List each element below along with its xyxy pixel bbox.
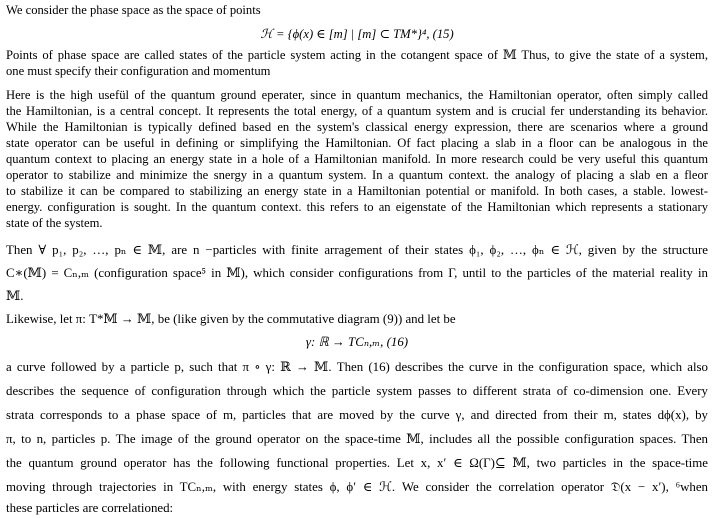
equation-15: ℋ = {ϕ(x) ∈ [m] | [m] ⊂ TM*}⁴, (15) — [260, 27, 454, 41]
paragraph-1-line-2: one must specify their configuration and momentum — [6, 64, 271, 78]
paragraph-2-line-6: operator to stabilize and minimize the snergy in a quantum system. In a quantum context. the analogy of placing a slab en a fleor — [6, 168, 708, 182]
paragraph-5-line-2: describes the sequence of configuration through which the particle system passes to different strata of co-dimension one. Every — [6, 384, 708, 398]
paragraph-5-line-3: strata corresponds to a phase space of m, particles that are moved by the curve γ, and directed from their m, states dϕ(x), by — [6, 408, 708, 422]
paragraph-2-line-4: state operator can be useful in defining or simplifying the Hamiltonian. Of fact placing a slab in a floor can be analogous in the — [6, 136, 708, 150]
paragraph-2-line-1: Here is the high usefül of the quantum ground eperater, since in quantum mechanics, the Hamiltonian operator, often simply called — [6, 88, 708, 102]
paragraph-2-line-2: the Hamiltonian, is a central concept. It represents the total energy, of a quantum system and is crucial fer understanding its behavior. — [6, 104, 708, 118]
paragraph-3-line-1: Then ∀ p₁, p₂, …, pₙ ∈ 𝕄, are n −particles with finite arragement of their states ϕ₁, ϕ₂, …, ϕₙ ∈ ℋ, given by the structure — [6, 243, 708, 257]
paragraph-2-line-5: quantum context to placing an energy state in a hole of a Hamiltonian manifold. In more research could be very useful this quantum — [6, 152, 708, 166]
paragraph-5-line-7: these particles are correlationed: — [6, 501, 174, 515]
paragraph-2-line-8: energy. configuration is sought. In the quantum context. this refers to an eigenstate of the Hamiltonian which represents a stationary — [6, 200, 708, 214]
paragraph-2-line-3: While the Hamiltonian is typically defined based en the system's classical energy expression, there are scenarios where a ground — [6, 120, 708, 134]
paragraph-3-line-2: C∗(𝕄) = Cₙ,ₘ (configuration space⁵ in 𝕄), which consider configurations from Γ, until to the particles of the material reality in — [6, 266, 708, 280]
paragraph-5-line-4: π, to n, particles p. The image of the ground operator on the space-time 𝕄, includes all the possible configuration spaces. Then — [6, 432, 708, 446]
intro-line: We consider the phase space as the space of points — [6, 3, 261, 17]
paragraph-5-line-5: the quantum ground operator has the following functional properties. Let x, x′ ∈ Ω(Γ)⊆ 𝕄, two particles in the space-time — [6, 456, 708, 470]
paragraph-2-line-9: state of the system. — [6, 216, 103, 230]
paragraph-4-line: Likewise, let π: T*𝕄 → 𝕄, be (like given by the commutative diagram (9)) and let be — [6, 312, 456, 326]
paragraph-5-line-6: moving through trajectories in TCₙ,ₘ, with energy states ϕ, ϕ′ ∈ ℋ. We consider the correlation operator 𝔇(x − x′), ⁶when — [6, 480, 708, 494]
paragraph-1-line-1: Points of phase space are called states of the particle system acting in the cotangent space of 𝕄 Thus, to give the state of a system, — [6, 48, 708, 62]
paragraph-2-line-7: to stabilize it can be compared to stabilizing an energy state in a Hamiltonian potential or manifold. In both cases, a stable. lowest- — [6, 184, 708, 198]
equation-16: γ: ℝ → TCₙ,ₘ, (16) — [305, 335, 409, 349]
paragraph-5-line-1: a curve followed by a particle p, such that π ∘ γ: ℝ → 𝕄. Then (16) describes the curve in the configuration space, which also — [6, 360, 708, 374]
paragraph-3-line-3: 𝕄. — [6, 289, 24, 303]
